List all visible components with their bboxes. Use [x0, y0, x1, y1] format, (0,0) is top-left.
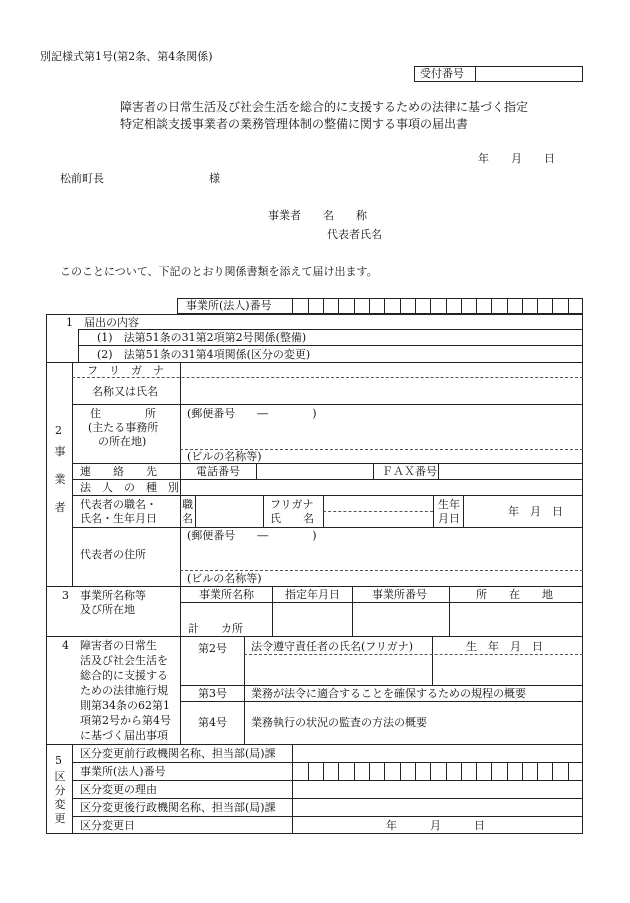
section5-row3: 区分変更の理由 [80, 783, 157, 796]
section4-item2-birth: 生 年 月 日 [466, 640, 543, 653]
postal-code-label: (郵便番号 ― ) [187, 407, 317, 420]
corp-type-label: 法 人 の 種 別 [80, 481, 179, 494]
section4-label-line7: に基づく届出事項 [80, 729, 168, 742]
section3-total: 計 カ所 [188, 622, 243, 635]
submission-date: 年 月 日 [478, 152, 555, 165]
section4-item2-desc: 法令遵守責任者の氏名(フリガナ) [251, 640, 414, 653]
address-label-line3: の所在地) [98, 435, 147, 448]
rep-postal-code-label: (郵便番号 ― ) [187, 529, 317, 542]
section4-label-line2: 活及び社会生活を [80, 654, 168, 667]
address-label-line1: 住 所 [90, 407, 156, 420]
section1-item2: (2) 法第51条の31第4項関係(区分の変更) [97, 348, 311, 361]
rep-info-label-line1: 代表者の職名・ [80, 498, 157, 511]
section5-row2: 事業所(法人)番号 [80, 765, 166, 778]
name-label: 名称又は氏名 [92, 385, 158, 398]
job-title-label-line1: 職 [182, 498, 193, 511]
job-title-label-line2: 名 [182, 512, 193, 525]
fax-label: ＦＡＸ番号 [382, 465, 437, 478]
rep-furigana-label: フリガナ [270, 498, 314, 511]
intro-text: このことについて、下記のとおり関係書類を添えて届け出ます。 [60, 265, 378, 278]
section5-vertical-label: 区分変更 [54, 770, 66, 825]
furigana-label: フ リ ガ ナ [87, 364, 164, 377]
section2-vertical-label: 事業者 [54, 445, 66, 514]
section3-col-location: 所 在 地 [476, 588, 553, 601]
receipt-number-label: 受付番号 [420, 67, 464, 80]
section5-row4: 区分変更後行政機関名称、担当部(局)課 [80, 801, 276, 814]
section5-number: 5 [55, 754, 62, 767]
representative-name-label: 代表者氏名 [327, 228, 382, 241]
section3-label-line1: 3 事業所名称等 [62, 589, 146, 602]
contact-label: 連 絡 先 [80, 465, 157, 478]
honorific: 様 [209, 172, 220, 185]
section3-col-date: 指定年月日 [285, 588, 340, 601]
rep-info-label-line2: 氏名・生年月日 [80, 512, 157, 525]
section1-title: 1 届出の内容 [66, 316, 139, 329]
office-corp-number-label: 事業所(法人)番号 [186, 299, 272, 312]
birth-label-line2: 月日 [438, 512, 460, 525]
section4-item4-desc: 業務執行の状況の監査の方法の概要 [251, 716, 427, 729]
section4-item4: 第4号 [198, 716, 227, 729]
section4-item3: 第3号 [198, 687, 227, 700]
address-label-line2: (主たる事務所 [88, 421, 159, 434]
form-number: 別記様式第1号(第2条、第4条関係) [40, 50, 213, 63]
section2-number: 2 [55, 424, 62, 437]
birth-label-line1: 生年 [438, 498, 460, 511]
section4-item2: 第2号 [198, 642, 227, 655]
rep-birth-date: 年 月 日 [508, 505, 563, 518]
document-title-line2: 特定相談支援事業者の業務管理体制の整備に関する事項の届出書 [120, 117, 469, 131]
section3-label-line2: 及び所在地 [80, 603, 135, 616]
section4-label-line4: ための法律施行規 [80, 684, 168, 697]
section3-col-name: 事業所名称 [199, 588, 254, 601]
section4-label-line3: 総合的に支援する [80, 669, 168, 682]
business-name-label: 事業者 名 称 [268, 209, 367, 222]
document-title-line1: 障害者の日常生活及び社会生活を総合的に支援するための法律に基づく指定 [120, 100, 529, 114]
section5-row1: 区分変更前行政機関名称、担当部(局)課 [80, 747, 276, 760]
section5-row5: 区分変更日 [80, 819, 135, 832]
section1-item1: (1) 法第51条の31第2項第2号関係(整備) [97, 331, 307, 344]
addressee: 松前町長 [60, 172, 104, 185]
section4-label-line5: 則第34条の62第1 [80, 699, 170, 712]
building-name-label: (ビルの名称等) [187, 450, 262, 463]
rep-building-name-label: (ビルの名称等) [187, 572, 262, 585]
section4-item3-desc: 業務が法令に適合することを確保するための規程の概要 [251, 687, 526, 700]
phone-label: 電話番号 [196, 465, 240, 478]
section4-label-line1: 4 障害者の日常生 [62, 639, 157, 652]
rep-address-label: 代表者の住所 [80, 548, 146, 561]
section5-change-date: 年 月 日 [386, 819, 485, 832]
section4-label-line6: 項第2号から第4号 [80, 714, 171, 727]
rep-name-label: 氏 名 [270, 512, 314, 525]
section3-col-number: 事業所番号 [372, 588, 427, 601]
